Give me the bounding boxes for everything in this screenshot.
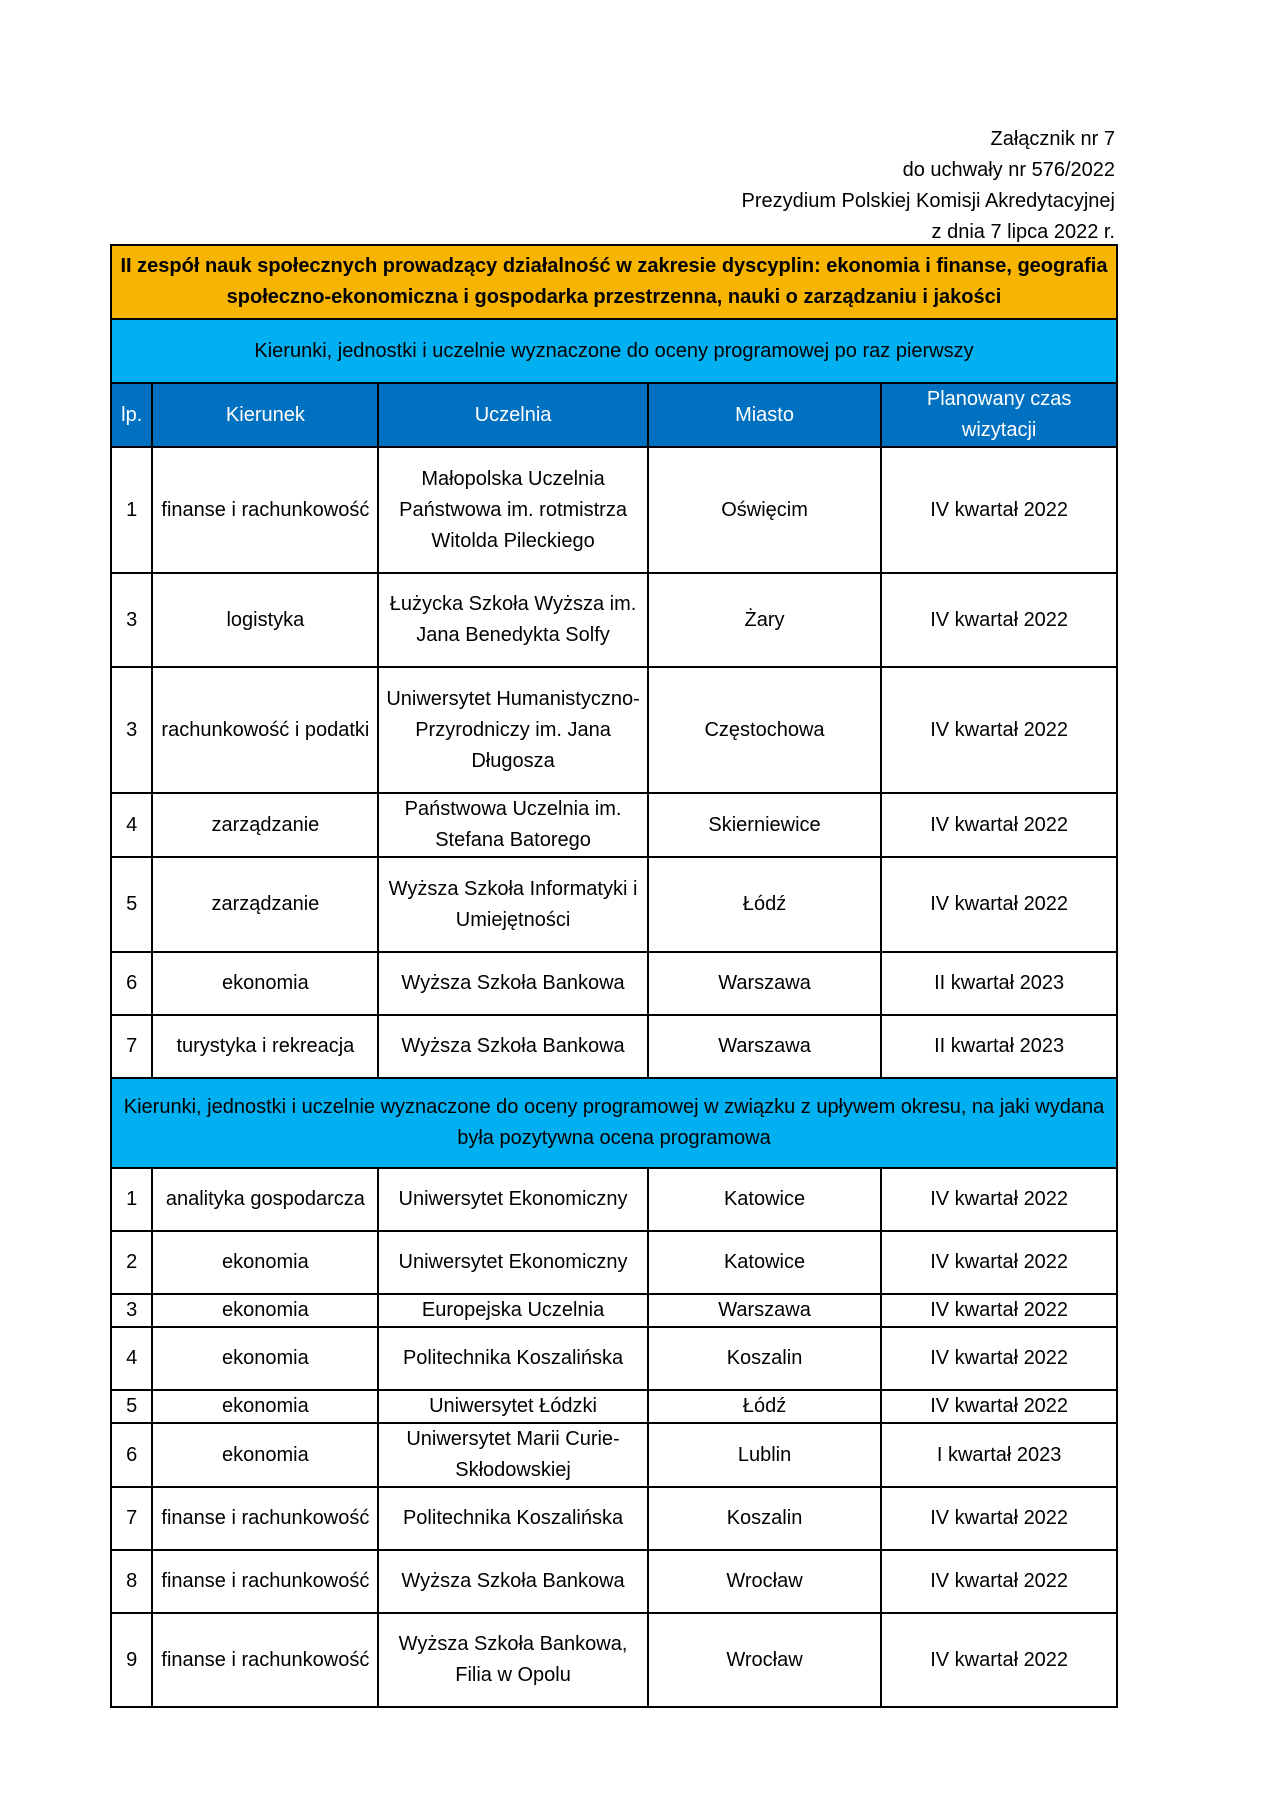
university: Europejska Uczelnia: [378, 1294, 647, 1327]
section-heading-row: [111, 1078, 1117, 1168]
city: Oświęcim: [648, 447, 881, 573]
row-number: 5: [111, 1390, 152, 1423]
table-row: [111, 793, 1117, 857]
row-number: 6: [111, 952, 152, 1015]
resolution-date: z dnia 7 lipca 2022 r.: [931, 221, 1115, 243]
university: Uniwersytet Łódzki: [378, 1390, 647, 1423]
visit-period: IV kwartał 2022: [881, 1294, 1117, 1327]
section-heading-row: [111, 319, 1117, 383]
visit-period: II kwartał 2023: [881, 1015, 1117, 1078]
annex-number: Załącznik nr 7: [990, 128, 1115, 150]
visit-period: IV kwartał 2022: [881, 1613, 1117, 1707]
row-number: 6: [111, 1423, 152, 1487]
visit-period: IV kwartał 2022: [881, 573, 1117, 667]
university: Małopolska Uczelnia Państwowa im. rotmistrza Witolda Pileckiego: [378, 447, 647, 573]
field-of-study: ekonomia: [152, 1294, 378, 1327]
table-row: [111, 667, 1117, 793]
section-heading: Kierunki, jednostki i uczelnie wyznaczone do oceny programowej w związku z upływem okresu, na jaki wydana była pozytywna ocena programowa: [111, 1078, 1117, 1168]
row-number: 7: [111, 1487, 152, 1550]
table-row: [111, 1294, 1117, 1327]
field-of-study: finanse i rachunkowość: [152, 1613, 378, 1707]
annex-header: [742, 124, 1115, 248]
city: Wrocław: [648, 1550, 881, 1613]
field-of-study: ekonomia: [152, 952, 378, 1015]
column-header-miasto: Miasto: [648, 383, 881, 447]
table-row: [111, 1015, 1117, 1078]
row-number: 7: [111, 1015, 152, 1078]
table-row: [111, 1423, 1117, 1487]
table-row: [111, 1550, 1117, 1613]
table-row: [111, 1613, 1117, 1707]
visit-period: IV kwartał 2022: [881, 667, 1117, 793]
accreditation-table: [110, 244, 1118, 1708]
table-row: [111, 1168, 1117, 1231]
university: Politechnika Koszalińska: [378, 1487, 647, 1550]
row-number: 3: [111, 1294, 152, 1327]
university: Uniwersytet Marii Curie-Skłodowskiej: [378, 1423, 647, 1487]
visit-period: IV kwartał 2022: [881, 1231, 1117, 1294]
city: Skierniewice: [648, 793, 881, 857]
city: Katowice: [648, 1231, 881, 1294]
field-of-study: analityka gospodarcza: [152, 1168, 378, 1231]
field-of-study: ekonomia: [152, 1231, 378, 1294]
university: Wyższa Szkoła Bankowa, Filia w Opolu: [378, 1613, 647, 1707]
city: Koszalin: [648, 1487, 881, 1550]
city: Warszawa: [648, 1294, 881, 1327]
field-of-study: ekonomia: [152, 1327, 378, 1390]
table-row: [111, 573, 1117, 667]
row-number: 5: [111, 857, 152, 952]
visit-period: IV kwartał 2022: [881, 1390, 1117, 1423]
city: Wrocław: [648, 1613, 881, 1707]
table-title-row: [111, 245, 1117, 319]
column-header-uczelnia: Uczelnia: [378, 383, 647, 447]
university: Państwowa Uczelnia im. Stefana Batorego: [378, 793, 647, 857]
resolution-number: do uchwały nr 576/2022: [902, 159, 1115, 181]
city: Żary: [648, 573, 881, 667]
university: Politechnika Koszalińska: [378, 1327, 647, 1390]
column-header-termin: Planowany czas wizytacji: [881, 383, 1117, 447]
row-number: 3: [111, 573, 152, 667]
university: Uniwersytet Humanistyczno-Przyrodniczy im. Jana Długosza: [378, 667, 647, 793]
row-number: 4: [111, 793, 152, 857]
visit-period: IV kwartał 2022: [881, 793, 1117, 857]
visit-period: IV kwartał 2022: [881, 857, 1117, 952]
field-of-study: zarządzanie: [152, 793, 378, 857]
visit-period: I kwartał 2023: [881, 1423, 1117, 1487]
city: Warszawa: [648, 952, 881, 1015]
city: Warszawa: [648, 1015, 881, 1078]
row-number: 8: [111, 1550, 152, 1613]
table-row: [111, 1390, 1117, 1423]
table-row: [111, 857, 1117, 952]
city: Łódź: [648, 1390, 881, 1423]
university: Wyższa Szkoła Bankowa: [378, 1550, 647, 1613]
row-number: 3: [111, 667, 152, 793]
column-header-row: [111, 383, 1117, 447]
city: Katowice: [648, 1168, 881, 1231]
table-row: [111, 1327, 1117, 1390]
field-of-study: turystyka i rekreacja: [152, 1015, 378, 1078]
column-header-lp: lp.: [111, 383, 152, 447]
field-of-study: finanse i rachunkowość: [152, 1487, 378, 1550]
field-of-study: ekonomia: [152, 1423, 378, 1487]
university: Wyższa Szkoła Informatyki i Umiejętności: [378, 857, 647, 952]
row-number: 1: [111, 1168, 152, 1231]
visit-period: IV kwartał 2022: [881, 1487, 1117, 1550]
field-of-study: finanse i rachunkowość: [152, 1550, 378, 1613]
visit-period: II kwartał 2023: [881, 952, 1117, 1015]
field-of-study: ekonomia: [152, 1390, 378, 1423]
row-number: 9: [111, 1613, 152, 1707]
university: Wyższa Szkoła Bankowa: [378, 952, 647, 1015]
section-heading: Kierunki, jednostki i uczelnie wyznaczone do oceny programowej po raz pierwszy: [111, 319, 1117, 383]
city: Lublin: [648, 1423, 881, 1487]
city: Częstochowa: [648, 667, 881, 793]
visit-period: IV kwartał 2022: [881, 1550, 1117, 1613]
university: Uniwersytet Ekonomiczny: [378, 1168, 647, 1231]
field-of-study: rachunkowość i podatki: [152, 667, 378, 793]
row-number: 4: [111, 1327, 152, 1390]
table-row: [111, 1487, 1117, 1550]
issuing-body: Prezydium Polskiej Komisji Akredytacyjnej: [741, 190, 1115, 212]
row-number: 2: [111, 1231, 152, 1294]
city: Łódź: [648, 857, 881, 952]
visit-period: IV kwartał 2022: [881, 1327, 1117, 1390]
field-of-study: finanse i rachunkowość: [152, 447, 378, 573]
field-of-study: zarządzanie: [152, 857, 378, 952]
table-row: [111, 447, 1117, 573]
table-row: [111, 952, 1117, 1015]
visit-period: IV kwartał 2022: [881, 447, 1117, 573]
city: Koszalin: [648, 1327, 881, 1390]
table-title: II zespół nauk społecznych prowadzący działalność w zakresie dyscyplin: ekonomia i finanse, geografia społeczno-ekonomiczna i gospodarka przestrzenna, nauki o zarządzaniu i jakości: [111, 245, 1117, 319]
university: Uniwersytet Ekonomiczny: [378, 1231, 647, 1294]
university: Łużycka Szkoła Wyższa im. Jana Benedykta Solfy: [378, 573, 647, 667]
university: Wyższa Szkoła Bankowa: [378, 1015, 647, 1078]
table-row: [111, 1231, 1117, 1294]
row-number: 1: [111, 447, 152, 573]
field-of-study: logistyka: [152, 573, 378, 667]
visit-period: IV kwartał 2022: [881, 1168, 1117, 1231]
column-header-kierunek: Kierunek: [152, 383, 378, 447]
